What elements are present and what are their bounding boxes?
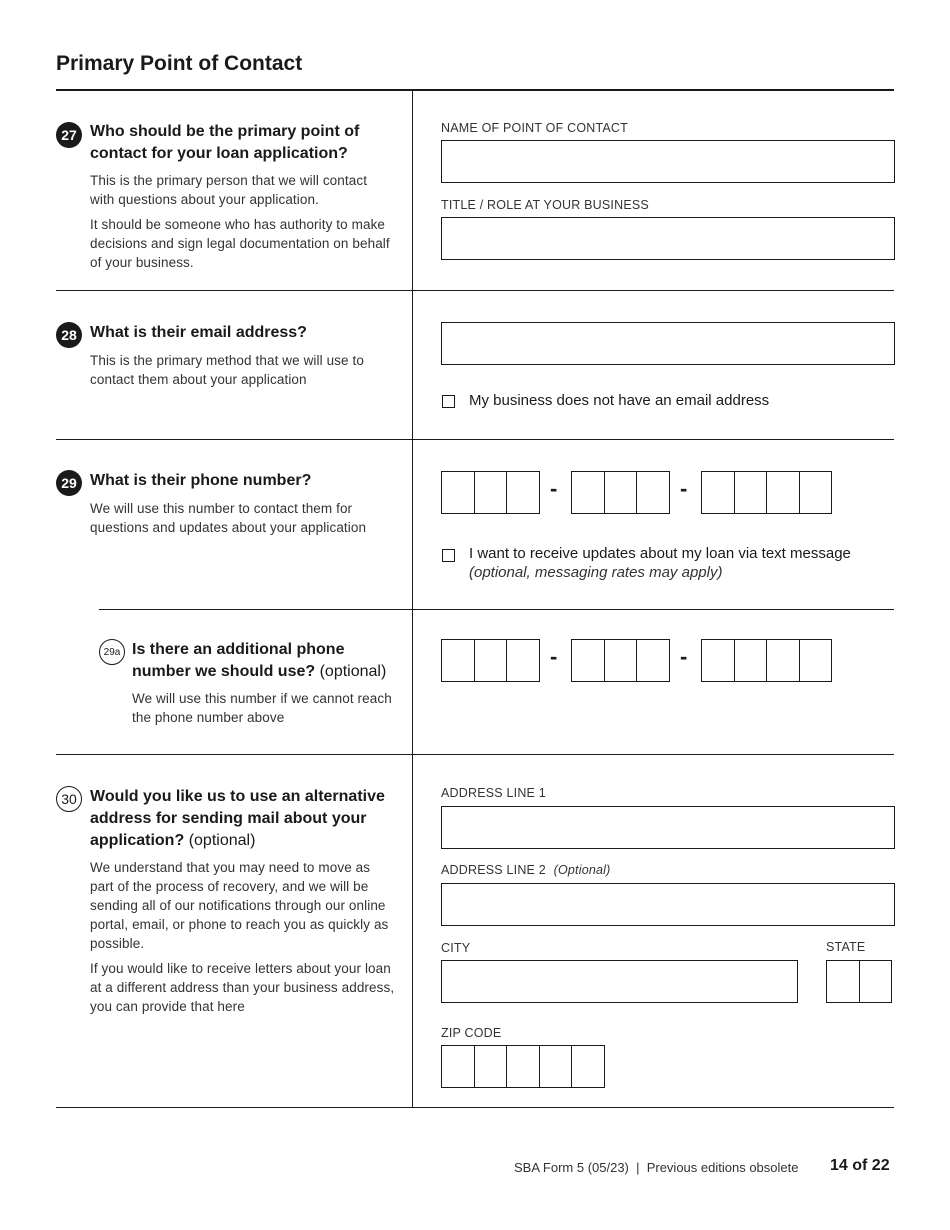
- no-email-checkbox-label: My business does not have an email address: [469, 392, 770, 409]
- address-line-1-input[interactable]: [441, 806, 895, 849]
- phone-digit-cell[interactable]: [441, 471, 475, 514]
- alt-phone-digit-cell[interactable]: [571, 639, 605, 682]
- question-27-help-p2: It should be someone who has authority to make decisions and sign legal documentation on behalf of your business.: [90, 217, 390, 270]
- phone-area-code-cells[interactable]: [441, 471, 539, 514]
- phone-prefix-cells[interactable]: [571, 471, 669, 514]
- address-line-2-optional: (Optional): [553, 863, 611, 877]
- question-28-help: This is the primary method that we will use to contact them about your application: [90, 353, 364, 387]
- contact-title-label: TITLE / ROLE AT YOUR BUSINESS: [441, 198, 649, 212]
- alt-phone-separator-2: -: [680, 644, 688, 669]
- zip-code-label: ZIP CODE: [441, 1026, 502, 1040]
- question-27-help-p1: This is the primary person that we will contact with questions about your application.: [90, 173, 368, 207]
- alt-phone-digit-cell[interactable]: [441, 639, 475, 682]
- state-label: STATE: [826, 940, 866, 954]
- zip-digit-cell[interactable]: [571, 1045, 605, 1088]
- question-27-number-badge: 27: [56, 122, 82, 148]
- phone-line-cells[interactable]: [701, 471, 831, 514]
- question-29a-optional: (optional): [319, 663, 387, 680]
- question-27-title: Who should be the primary point of contact for your loan application?: [90, 123, 360, 162]
- phone-digit-cell[interactable]: [604, 471, 638, 514]
- section-divider-28: [56, 439, 894, 440]
- alt-phone-digit-cell[interactable]: [506, 639, 540, 682]
- email-input[interactable]: [441, 322, 895, 365]
- address-line-2-label: [441, 863, 611, 877]
- phone-digit-cell[interactable]: [636, 471, 670, 514]
- phone-digit-cell[interactable]: [734, 471, 768, 514]
- question-30-help-p1: We understand that you may need to move as part of the process of recovery, and we will be sending all of our notifications through our online portal, email, or phone to reach you as quickly as possible.: [90, 860, 389, 951]
- alt-phone-digit-cell[interactable]: [604, 639, 638, 682]
- alt-phone-digit-cell[interactable]: [766, 639, 800, 682]
- phone-digit-cell[interactable]: [474, 471, 508, 514]
- alt-phone-digit-cell[interactable]: [701, 639, 735, 682]
- address-line-2-label-text: ADDRESS LINE 2: [441, 863, 546, 877]
- zip-digit-cell[interactable]: [539, 1045, 573, 1088]
- alt-phone-digit-cell[interactable]: [636, 639, 670, 682]
- page-title: Primary Point of Contact: [56, 52, 303, 75]
- zip-digit-cell[interactable]: [506, 1045, 540, 1088]
- question-28-title: What is their email address?: [90, 324, 307, 341]
- page-number: 14 of 22: [830, 1157, 890, 1174]
- question-29-title: What is their phone number?: [90, 472, 312, 489]
- column-divider: [412, 90, 413, 1107]
- sms-updates-checkbox[interactable]: [442, 549, 455, 562]
- zip-digit-cell[interactable]: [474, 1045, 508, 1088]
- question-29a-title-text: Is there an additional phone number we should use?: [132, 641, 345, 680]
- sms-updates-checkbox-label: [469, 544, 851, 582]
- question-28-number-badge: 28: [56, 322, 82, 348]
- question-29-help: We will use this number to contact them for questions and updates about your application: [90, 501, 367, 535]
- contact-name-input[interactable]: [441, 140, 895, 183]
- city-input[interactable]: [441, 960, 798, 1003]
- alt-phone-digit-cell[interactable]: [734, 639, 768, 682]
- question-29a-help: We will use this number if we cannot reach the phone number above: [132, 691, 392, 725]
- address-line-2-input[interactable]: [441, 883, 895, 926]
- address-line-1-label: ADDRESS LINE 1: [441, 786, 546, 800]
- question-30-help: [90, 858, 395, 1022]
- sms-updates-note: (optional, messaging rates may apply): [469, 564, 723, 581]
- phone-digit-cell[interactable]: [701, 471, 735, 514]
- alt-phone-digit-cell[interactable]: [799, 639, 833, 682]
- section-divider-27: [56, 290, 894, 291]
- question-30-title: [90, 786, 395, 852]
- question-29a-number-badge: 29a: [99, 639, 125, 665]
- sms-updates-label-text: I want to receive updates about my loan via text message: [469, 545, 851, 562]
- phone-digit-cell[interactable]: [766, 471, 800, 514]
- section-divider-30: [56, 1107, 894, 1108]
- alt-phone-digit-cell[interactable]: [474, 639, 508, 682]
- phone-digit-cell[interactable]: [506, 471, 540, 514]
- state-letter-cell[interactable]: [859, 960, 893, 1003]
- state-cells[interactable]: [826, 960, 891, 1003]
- contact-title-input[interactable]: [441, 217, 895, 260]
- alt-phone-line-cells[interactable]: [701, 639, 831, 682]
- phone-digit-cell[interactable]: [571, 471, 605, 514]
- phone-separator-2: -: [680, 476, 688, 501]
- question-29-number-badge: 29: [56, 470, 82, 496]
- zip-digit-cell[interactable]: [441, 1045, 475, 1088]
- question-27-help: [90, 171, 395, 278]
- city-label: CITY: [441, 941, 471, 955]
- question-30-number-badge: 30: [56, 786, 82, 812]
- state-letter-cell[interactable]: [826, 960, 860, 1003]
- phone-digit-cell[interactable]: [799, 471, 833, 514]
- alt-phone-separator-1: -: [550, 644, 558, 669]
- no-email-checkbox[interactable]: [442, 395, 455, 408]
- contact-name-label: NAME OF POINT OF CONTACT: [441, 121, 628, 135]
- question-30-help-p2: If you would like to receive letters about your loan at a different address than your business address, you can provide that here: [90, 961, 395, 1014]
- title-rule: [56, 89, 894, 91]
- alt-phone-prefix-cells[interactable]: [571, 639, 669, 682]
- question-30-title-text: Would you like us to use an alternative address for sending mail about your application?: [90, 788, 385, 849]
- alt-phone-area-code-cells[interactable]: [441, 639, 539, 682]
- question-29a-title: [132, 639, 402, 683]
- zip-code-cells[interactable]: [441, 1045, 604, 1088]
- form-identifier: SBA Form 5 (05/23) | Previous editions obsolete: [514, 1160, 799, 1175]
- question-30-optional: (optional): [188, 832, 256, 849]
- section-divider-29a: [56, 754, 894, 755]
- section-divider-29: [99, 609, 894, 610]
- phone-separator-1: -: [550, 476, 558, 501]
